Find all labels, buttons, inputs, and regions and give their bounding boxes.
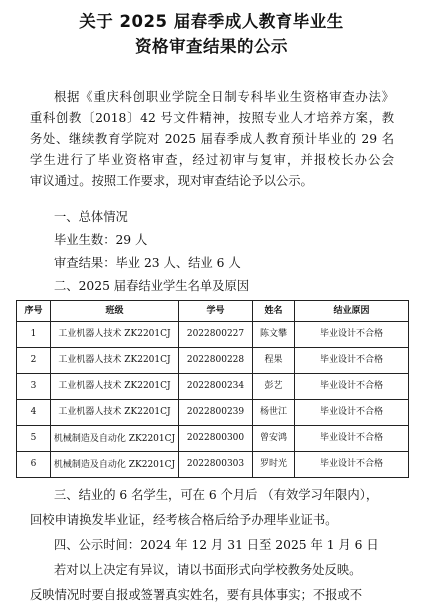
row-student-id: 2022800228 (179, 348, 253, 374)
row-reason: 毕业设计不合格 (295, 452, 409, 478)
header-reason: 结业原因 (295, 301, 409, 322)
intro-paragraph (30, 87, 394, 192)
table-row (17, 426, 409, 452)
row-name: 罗时光 (253, 452, 295, 478)
row-student-id: 2022800303 (179, 452, 253, 478)
row-class: 机械制造及自动化 ZK2201CJ (51, 426, 179, 452)
row-class: 工业机器人技术 ZK2201CJ (51, 400, 179, 426)
table-row (17, 400, 409, 426)
row-no: 6 (17, 452, 51, 478)
row-class: 工业机器人技术 ZK2201CJ (51, 348, 179, 374)
intro-line-5: 审议通过。按照工作要求，现对审查结论予以公示。 (30, 174, 313, 188)
row-no: 3 (17, 374, 51, 400)
table-row (17, 452, 409, 478)
row-class: 工业机器人技术 ZK2201CJ (51, 322, 179, 348)
row-no: 2 (17, 348, 51, 374)
row-class: 工业机器人技术 ZK2201CJ (51, 374, 179, 400)
row-student-id: 2022800234 (179, 374, 253, 400)
table-row (17, 322, 409, 348)
header-student-id: 学号 (179, 301, 253, 322)
closing-line-1: 若对以上决定有异议，请以书面形式向学校教务处反映。 (54, 563, 362, 577)
section-2-heading: 二、2025 届春结业学生名单及原因 (54, 279, 250, 293)
document-title-line-2: 资格审查结果的公示 (135, 37, 288, 56)
row-class: 机械制造及自动化 ZK2201CJ (51, 452, 179, 478)
row-reason: 毕业设计不合格 (295, 322, 409, 348)
row-reason: 毕业设计不合格 (295, 374, 409, 400)
row-student-id: 2022800227 (179, 322, 253, 348)
intro-line-1: 根据《重庆科创职业学院全日制专科毕业生资格审查办法》 (54, 90, 394, 104)
row-no: 5 (17, 426, 51, 452)
intro-line-2: 重科创教〔2018〕42 号文件精神，按照专业人才培养方案，教 (30, 111, 394, 125)
intro-line-4: 学生进行了毕业资格审查，经过初审与复审，并报校长办公会 (30, 153, 394, 167)
table-row (17, 348, 409, 374)
table-row (17, 374, 409, 400)
row-no: 1 (17, 322, 51, 348)
row-reason: 毕业设计不合格 (295, 348, 409, 374)
row-reason: 毕业设计不合格 (295, 400, 409, 426)
row-name: 彭艺 (253, 374, 295, 400)
review-result: 审查结果：毕业 23 人、结业 6 人 (54, 256, 241, 270)
section-4-publicity-period: 四、公示时间：2024 年 12 月 31 日至 2025 年 1 月 6 日 (54, 538, 379, 552)
graduates-count: 毕业生数：29 人 (54, 233, 148, 247)
header-name: 姓名 (253, 301, 295, 322)
section-3-line-1: 三、结业的 6 名学生，可在 6 个月后 （有效学习年限内）， (54, 488, 379, 502)
row-name: 陈文攀 (253, 322, 295, 348)
header-no: 序号 (17, 301, 51, 322)
row-no: 4 (17, 400, 51, 426)
row-name: 程果 (253, 348, 295, 374)
row-name: 杨世江 (253, 400, 295, 426)
header-class: 班级 (51, 301, 179, 322)
row-student-id: 2022800300 (179, 426, 253, 452)
closing-line-2: 反映情况时要自报或签署真实姓名，要有具体事实；不报或不 (30, 588, 363, 602)
row-student-id: 2022800239 (179, 400, 253, 426)
row-name: 曾安鸿 (253, 426, 295, 452)
row-reason: 毕业设计不合格 (295, 426, 409, 452)
section-1-heading: 一、总体情况 (54, 210, 128, 224)
intro-line-3: 务处、继续教育学院对 2025 届春季成人教育预计毕业的 29 名 (30, 132, 394, 146)
document-title-line-1: 关于 2025 届春季成人教育毕业生 (79, 12, 344, 31)
table-header-row (17, 301, 409, 322)
section-3-line-2: 回校申请换发毕业证，经考核合格后给予办理毕业证书。 (30, 513, 338, 527)
completion-student-table (16, 300, 409, 478)
